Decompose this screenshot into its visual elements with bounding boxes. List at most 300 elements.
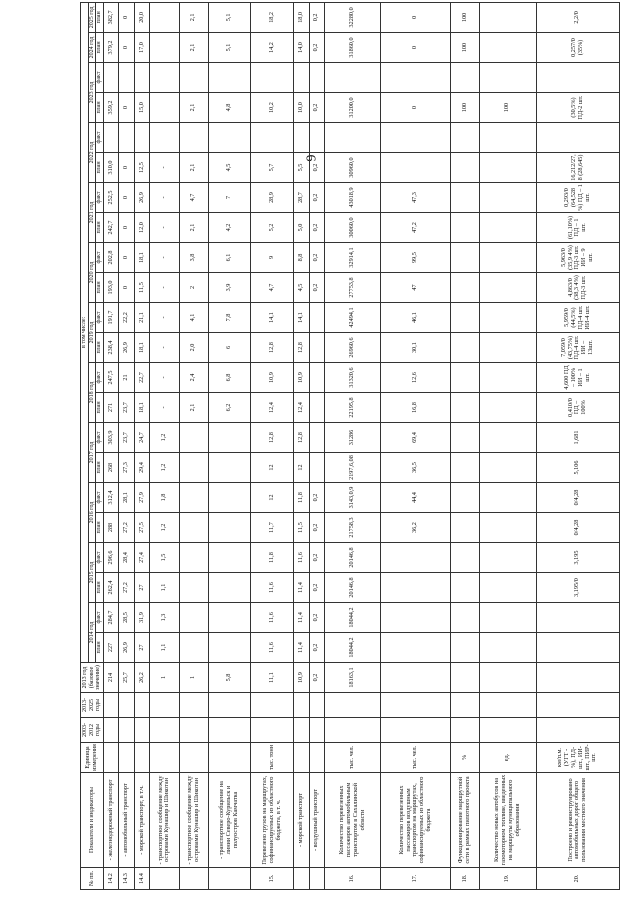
row-unit: тыс. чел. — [325, 743, 381, 773]
data-cell — [179, 603, 208, 633]
row-unit: тыс. чел. — [381, 743, 451, 773]
table-row — [293, 2, 309, 889]
data-cell — [480, 63, 536, 93]
data-cell — [309, 333, 325, 363]
data-cell: 11,6 — [251, 573, 294, 603]
data-cell: 10,9 — [251, 363, 294, 393]
data-cell: 12 — [251, 453, 294, 483]
data-cell — [480, 213, 536, 243]
data-cell: 100 — [451, 2, 480, 32]
header-plan: план — [96, 93, 104, 123]
row-number — [293, 868, 309, 890]
header-fact: факт — [96, 123, 104, 153]
data-cell: 1,1 — [150, 633, 179, 663]
data-cell: 3,195/0 — [536, 573, 620, 603]
data-cell: 23,7 — [119, 423, 135, 453]
header-fact: факт — [96, 63, 104, 93]
data-cell — [150, 93, 179, 123]
data-cell: 379,2 — [103, 33, 119, 63]
header-in-that-number: в том числе: — [81, 2, 89, 662]
data-cell — [480, 633, 536, 663]
header-fact: факт — [96, 243, 104, 273]
row-indicator-name: - транспортное сообщение на линии Северо-Курильск и полуостров Камчатка — [208, 773, 251, 868]
header-year-2014: 2014 год — [88, 603, 96, 663]
table-row — [208, 2, 251, 889]
data-cell: 31860,0 — [325, 33, 381, 63]
data-cell: 28,4 — [119, 543, 135, 573]
cell-2003-2012 — [119, 718, 135, 743]
data-cell — [134, 123, 150, 153]
data-cell — [208, 543, 251, 573]
data-cell: 11,5 — [293, 513, 309, 543]
data-cell — [208, 423, 251, 453]
data-cell — [480, 123, 536, 153]
data-cell: 3,195 — [536, 543, 620, 573]
cell-2003-2012 — [103, 718, 119, 743]
data-cell: 22,7 — [134, 363, 150, 393]
data-cell: 11,8 — [251, 543, 294, 573]
data-cell: 14,1 — [293, 303, 309, 333]
data-cell: 382,7 — [103, 2, 119, 32]
header-year-2021: 2021 год — [88, 183, 96, 243]
data-cell: 3143,0,9 — [325, 483, 381, 513]
data-cell: 262,4 — [103, 573, 119, 603]
data-cell — [451, 273, 480, 303]
data-cell: 0,2 — [309, 603, 325, 633]
data-cell: 0 — [381, 2, 451, 32]
header-fact: факт — [96, 183, 104, 213]
cell-2013-2025 — [325, 693, 381, 718]
data-cell: 47,3 — [381, 183, 451, 213]
data-cell: 28,9 — [251, 183, 294, 213]
header-plan: план — [96, 333, 104, 363]
row-indicator-name: - транспортное сообщение между островами Кунашир и Шикотан — [150, 773, 179, 868]
data-cell: 28,1 — [119, 483, 135, 513]
data-cell — [325, 123, 381, 153]
data-cell: 191,7 — [103, 303, 119, 333]
data-cell — [309, 363, 325, 393]
header-plan: план — [96, 33, 104, 63]
data-cell — [179, 633, 208, 663]
data-cell: 0/4,28 — [536, 483, 620, 513]
data-cell: 5,959/0 (44,5%) ПД-4 шт. ИИ-4 шт. — [536, 303, 620, 333]
data-cell: 7 — [208, 183, 251, 213]
row-indicator-name: Перевезено грузов на маршрутах, софинансируемых из областного бюджета, в т. ч. — [251, 773, 294, 868]
data-cell: 12,8 — [293, 423, 309, 453]
data-cell: 4,5 — [208, 153, 251, 183]
data-cell: 9 — [251, 243, 294, 273]
table-row — [451, 2, 480, 889]
data-cell: 303,9 — [103, 423, 119, 453]
cell-2013-2025 — [536, 693, 620, 718]
data-cell: 18,1 — [134, 243, 150, 273]
data-cell: 7,8 — [208, 303, 251, 333]
data-cell: 27,4 — [134, 543, 150, 573]
data-cell: 0,2 — [309, 213, 325, 243]
cell-2013-base: 11,1 — [251, 663, 294, 693]
data-cell: 0,2 — [309, 513, 325, 543]
table-row — [536, 2, 620, 889]
data-cell — [381, 573, 451, 603]
data-cell — [480, 603, 536, 633]
cell-2013-2025 — [179, 693, 208, 718]
row-indicator-name: Количество новых автобусов на газомоторном топливе, введенных на маршруты муниципального образования — [480, 773, 536, 868]
data-cell: 6,1 — [208, 243, 251, 273]
header-plan: план — [96, 453, 104, 483]
data-cell — [480, 153, 536, 183]
data-cell — [293, 63, 309, 93]
data-cell: 31200,0 — [325, 93, 381, 123]
header-year-2022: 2022 год — [88, 123, 96, 183]
data-cell: 0 — [119, 153, 135, 183]
data-cell — [251, 123, 294, 153]
data-cell: 6,2 — [208, 393, 251, 423]
data-cell — [451, 213, 480, 243]
data-cell: 27 — [134, 573, 150, 603]
data-cell: 14,1 — [251, 303, 294, 333]
header-no: № пп. — [81, 868, 104, 890]
data-cell — [451, 423, 480, 453]
data-cell: 20146,8 — [325, 573, 381, 603]
header-2013-2025: 2013-2025 годы — [81, 693, 104, 718]
data-cell — [451, 603, 480, 633]
data-cell — [480, 183, 536, 213]
data-cell: 18044,2 — [325, 603, 381, 633]
data-cell — [451, 243, 480, 273]
data-cell: 5,1 — [208, 33, 251, 63]
data-cell: 202,8 — [103, 243, 119, 273]
data-cell: 5,5 — [293, 153, 309, 183]
cell-2013-base: 18163,1 — [325, 663, 381, 693]
cell-2013-2025 — [134, 693, 150, 718]
table-row — [480, 2, 536, 889]
data-cell: 0 — [119, 93, 135, 123]
data-cell: 296,6 — [103, 543, 119, 573]
cell-2003-2012 — [208, 718, 251, 743]
data-cell: 18,1 — [134, 393, 150, 423]
data-cell: 2,0 — [179, 333, 208, 363]
data-cell: 44,4 — [381, 483, 451, 513]
row-indicator-name: Количество перевезенных пассажиров автомобильным транспортом в Сахалинской области — [325, 773, 381, 868]
row-unit — [179, 743, 208, 773]
table-row — [381, 2, 451, 889]
data-cell — [208, 573, 251, 603]
data-cell: 27 — [134, 633, 150, 663]
data-cell — [480, 393, 536, 423]
indicators-table — [80, 2, 620, 890]
header-2003-2012: 2003-2012 годы — [81, 718, 104, 743]
data-cell — [381, 63, 451, 93]
data-cell: 16,212/27,8 (28,645) — [536, 153, 620, 183]
data-cell: 47,2 — [381, 213, 451, 243]
data-cell: 1,681 — [536, 423, 620, 453]
data-cell — [480, 363, 536, 393]
data-cell — [134, 63, 150, 93]
cell-2003-2012 — [293, 718, 309, 743]
data-cell: 5,2 — [251, 213, 294, 243]
data-cell — [325, 63, 381, 93]
data-cell: 5,0 — [293, 213, 309, 243]
data-cell: 1,8 — [150, 483, 179, 513]
cell-2013-base — [480, 663, 536, 693]
cell-2013-2025 — [150, 693, 179, 718]
data-cell: 1,2 — [150, 513, 179, 543]
cell-2013-base: 1 — [179, 663, 208, 693]
data-cell: - — [150, 333, 179, 363]
data-cell: 11,4 — [293, 573, 309, 603]
header-plan: план — [96, 633, 104, 663]
data-cell: 69,4 — [381, 423, 451, 453]
header-name: Показатели и индикаторы — [81, 773, 104, 868]
header-plan: план — [96, 273, 104, 303]
row-unit: % — [451, 743, 480, 773]
row-number: 14.2 — [103, 868, 119, 890]
row-indicator-name: - морской транспорт, в т.ч. — [134, 773, 150, 868]
data-cell: 0 — [119, 213, 135, 243]
data-cell — [451, 393, 480, 423]
data-cell — [179, 123, 208, 153]
data-cell: 0,2 — [309, 153, 325, 183]
data-cell: 5,1 — [208, 2, 251, 32]
header-fact: факт — [96, 363, 104, 393]
data-cell — [480, 483, 536, 513]
data-cell: 11,7 — [251, 513, 294, 543]
data-cell — [293, 123, 309, 153]
data-cell: 15,0 — [134, 93, 150, 123]
data-cell — [480, 453, 536, 483]
row-indicator-name: Функционирование маршрутной сети в рамках пилотного проекта — [451, 773, 480, 868]
data-cell: 100 — [451, 93, 480, 123]
data-cell: 4,7 — [251, 273, 294, 303]
header-plan: план — [96, 153, 104, 183]
data-cell — [119, 123, 135, 153]
cell-2013-2025 — [309, 693, 325, 718]
data-cell: 12,5 — [134, 153, 150, 183]
cell-2013-base: 214 — [103, 663, 119, 693]
row-number: 14.3 — [119, 868, 135, 890]
data-cell — [381, 543, 451, 573]
table-row — [119, 2, 135, 889]
data-cell: 26960,6 — [325, 333, 381, 363]
row-indicator-name: - транспортное сообщение между островами Кунашир и Шикотан — [179, 773, 208, 868]
row-unit — [208, 743, 251, 773]
data-cell: 4,8 — [208, 93, 251, 123]
data-cell — [179, 423, 208, 453]
data-cell: 0,2 — [309, 243, 325, 273]
data-cell: 10,0 — [293, 93, 309, 123]
data-cell: 100 — [451, 33, 480, 63]
data-cell: 1,5 — [150, 543, 179, 573]
data-cell — [179, 483, 208, 513]
data-cell: 0,410/0 ПД – 100% — [536, 393, 620, 423]
cell-2013-2025 — [119, 693, 135, 718]
data-cell: 10,2 — [251, 93, 294, 123]
data-cell: 193,0 — [103, 273, 119, 303]
data-cell: 2,1 — [179, 213, 208, 243]
data-cell: 26,9 — [134, 183, 150, 213]
data-cell: 18,0 — [293, 2, 309, 32]
data-cell: - — [150, 393, 179, 423]
data-cell — [451, 183, 480, 213]
data-cell: 30060,0 — [325, 213, 381, 243]
data-cell: 28,7 — [293, 183, 309, 213]
data-cell: 11,6 — [251, 633, 294, 663]
data-cell — [309, 393, 325, 423]
data-cell — [208, 123, 251, 153]
data-cell: 14,2 — [251, 33, 294, 63]
data-cell: - — [150, 303, 179, 333]
data-cell: 8,8 — [293, 243, 309, 273]
data-cell: 2,1 — [179, 33, 208, 63]
data-cell: 27,2 — [119, 573, 135, 603]
data-cell: 24,7 — [134, 423, 150, 453]
data-cell: 0 — [119, 273, 135, 303]
data-cell — [208, 603, 251, 633]
rotated-table-container — [80, 6, 620, 890]
data-cell: - — [150, 153, 179, 183]
data-cell: 12,8 — [251, 333, 294, 363]
data-cell: 7,059/0 (43,75%) ПД-4 шт. ИИ – 13шт. — [536, 333, 620, 363]
data-cell — [480, 243, 536, 273]
data-cell — [480, 573, 536, 603]
row-number: 15. — [251, 868, 294, 890]
data-cell — [381, 633, 451, 663]
data-cell: 0,2 — [309, 483, 325, 513]
data-cell — [150, 63, 179, 93]
data-cell: 36,2 — [381, 513, 451, 543]
data-cell — [309, 303, 325, 333]
data-cell: 0 — [119, 183, 135, 213]
data-cell: 4,600 ПД – 100% ИИ – 1 шт. — [536, 363, 620, 393]
data-cell: 2,1 — [179, 153, 208, 183]
data-cell — [480, 273, 536, 303]
data-cell: - — [150, 213, 179, 243]
data-cell — [451, 573, 480, 603]
data-cell: 20,0 — [134, 2, 150, 32]
data-cell: 31,9 — [134, 603, 150, 633]
cell-2013-base: 25,7 — [119, 663, 135, 693]
data-cell — [480, 513, 536, 543]
data-cell: - — [150, 273, 179, 303]
header-plan: план — [96, 213, 104, 243]
row-number: 17. — [381, 868, 451, 890]
data-cell — [451, 333, 480, 363]
data-cell: 20146,8 — [325, 543, 381, 573]
data-cell: 16,8 — [381, 393, 451, 423]
data-cell: - — [150, 243, 179, 273]
data-cell: 12,0 — [134, 213, 150, 243]
data-cell: 27,3 — [119, 453, 135, 483]
header-plan: план — [96, 513, 104, 543]
data-cell: 5,7 — [251, 153, 294, 183]
row-indicator-name: - морской транспорт — [293, 773, 309, 868]
header-fact: факт — [96, 303, 104, 333]
data-cell — [451, 543, 480, 573]
data-cell: 3,9 — [208, 273, 251, 303]
header-fact: факт — [96, 543, 104, 573]
data-cell: 3,8 — [179, 243, 208, 273]
data-cell: 26,9 — [119, 633, 135, 663]
row-number — [150, 868, 179, 890]
data-cell: 268 — [103, 453, 119, 483]
data-cell — [103, 63, 119, 93]
data-cell — [451, 513, 480, 543]
data-cell: 2,2/0 — [536, 2, 620, 32]
data-cell: 238,4 — [103, 333, 119, 363]
row-number: 18. — [451, 868, 480, 890]
cell-2013-2025 — [480, 693, 536, 718]
data-cell: 4,7 — [179, 183, 208, 213]
data-cell — [381, 603, 451, 633]
row-number — [208, 868, 251, 890]
data-cell: 2,1 — [179, 93, 208, 123]
data-cell — [536, 603, 620, 633]
row-number — [179, 868, 208, 890]
data-cell — [208, 453, 251, 483]
data-cell — [103, 123, 119, 153]
data-cell — [451, 453, 480, 483]
data-cell — [309, 423, 325, 453]
row-indicator-name: - железнодорожный транспорт — [103, 773, 119, 868]
data-cell: 12,4 — [293, 393, 309, 423]
data-cell — [179, 543, 208, 573]
header-year-2024: 2024 год — [88, 33, 96, 63]
data-cell: 99,5 — [381, 243, 451, 273]
data-cell: 21 — [119, 363, 135, 393]
data-cell — [536, 633, 620, 663]
data-cell: 30,1 — [381, 333, 451, 363]
cell-2003-2012 — [480, 718, 536, 743]
row-unit — [103, 743, 119, 773]
data-cell: 11,6 — [251, 603, 294, 633]
header-fact: факт — [96, 483, 104, 513]
data-cell: 271 — [103, 393, 119, 423]
data-cell: 14,0 — [293, 33, 309, 63]
data-cell: 10,9 — [293, 363, 309, 393]
cell-2013-2025 — [251, 693, 294, 718]
row-unit — [309, 743, 325, 773]
header-plan: план — [96, 393, 104, 423]
data-cell: 12,8 — [293, 333, 309, 363]
data-cell — [208, 483, 251, 513]
cell-2003-2012 — [451, 718, 480, 743]
row-indicator-name: - воздушный транспорт — [309, 773, 325, 868]
data-cell — [381, 153, 451, 183]
row-indicator-name: Построено и реконструировано автомобильных дорог общего пользования местного значения — [536, 773, 620, 868]
row-unit — [134, 743, 150, 773]
header-year-2023: 2023 год — [88, 63, 96, 123]
data-cell — [480, 2, 536, 32]
data-cell: 0,293/0 (64,528 %) ПД – 1 шт. — [536, 183, 620, 213]
data-cell: 0,2 — [309, 183, 325, 213]
data-cell: 43018,9 — [325, 183, 381, 213]
data-cell: 5,963/0 (35,9 4%) ПД-3 шт. ИИ – 9 шт. — [536, 243, 620, 273]
data-cell: 0/4,28 — [536, 513, 620, 543]
data-cell: 12,4 — [251, 393, 294, 423]
cell-2013-base — [451, 663, 480, 693]
data-cell: 0,2 — [309, 633, 325, 663]
data-cell: 27,2 — [119, 513, 135, 543]
data-cell — [451, 303, 480, 333]
data-cell: 2,1 — [179, 393, 208, 423]
header-plan: план — [96, 573, 104, 603]
data-cell: 6 — [208, 333, 251, 363]
data-cell: 1,2 — [150, 423, 179, 453]
data-cell: 22,2 — [119, 303, 135, 333]
data-cell: 1,3 — [150, 603, 179, 633]
cell-2013-base: 26,2 — [134, 663, 150, 693]
data-cell — [480, 303, 536, 333]
